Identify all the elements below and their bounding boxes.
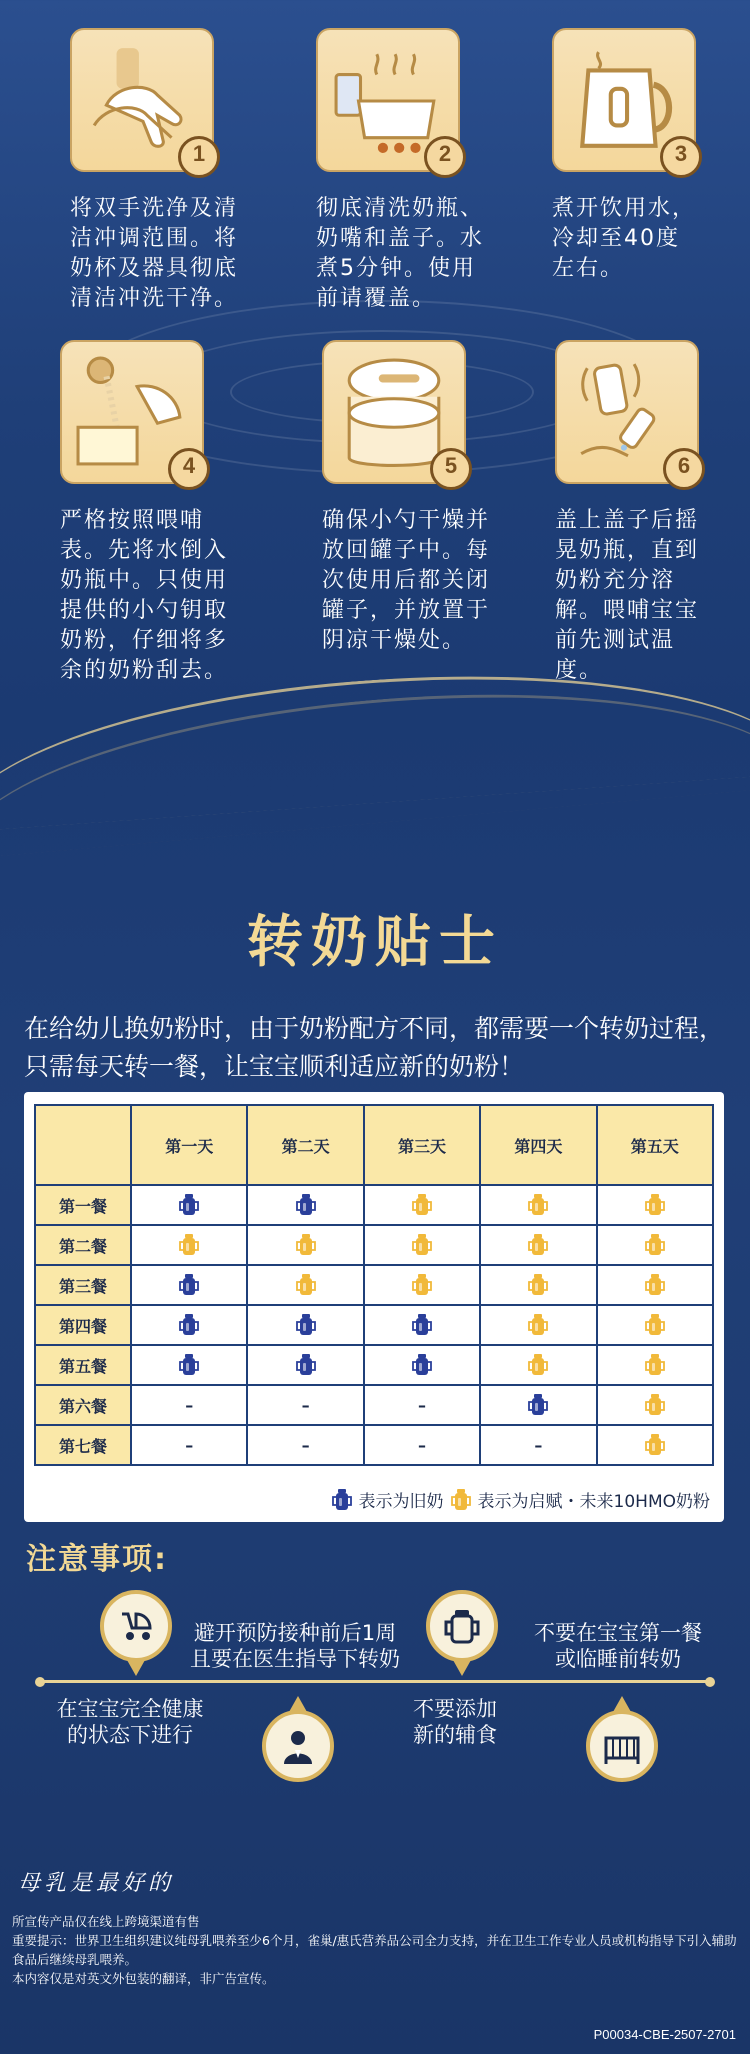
- notice-pin-4: [586, 1710, 658, 1782]
- footnote-line: 本内容仅是对英文外包装的翻译，非广告宣传。: [12, 1971, 275, 1986]
- formula-cell: [131, 1225, 247, 1265]
- formula-cell: [247, 1345, 363, 1385]
- legend-old-label: 表示为旧奶: [358, 1492, 444, 1512]
- brand-slogan: 母乳是最好的: [18, 1871, 175, 1896]
- table-row: [35, 1185, 713, 1225]
- step-description: 盖上盖子后摇晃奶瓶，直到奶粉充分溶解。喂哺宝宝前先测试温度。: [555, 508, 700, 683]
- formula-cell: [131, 1185, 247, 1225]
- new-formula-cup-icon: [644, 1393, 666, 1417]
- formula-cell: [597, 1225, 713, 1265]
- step-illustration-card: [552, 28, 696, 172]
- meal-label: 第五餐: [35, 1345, 131, 1385]
- table-row: [35, 1265, 713, 1305]
- formula-cell: [597, 1265, 713, 1305]
- step-illustration-card: [555, 340, 699, 484]
- step-number-badge: 5: [430, 448, 472, 490]
- old-formula-cup-icon: [295, 1193, 317, 1217]
- formula-cell: [597, 1185, 713, 1225]
- section-title: 转奶贴士: [247, 910, 503, 975]
- timeline-dot: [705, 1677, 715, 1687]
- day-header: 第二天: [247, 1105, 363, 1185]
- new-formula-cup-icon: [295, 1233, 317, 1257]
- day-header: 第三天: [364, 1105, 480, 1185]
- boil-pot-icon: [332, 44, 444, 156]
- notice-text-3: 不要添加 新的辅食: [413, 1697, 497, 1747]
- table-legend: [331, 1487, 710, 1512]
- formula-cell: [597, 1305, 713, 1345]
- formula-cell: [597, 1385, 713, 1425]
- step-description: 彻底清洗奶瓶、奶嘴和盖子。水煮5分钟。使用前请覆盖。: [316, 196, 485, 311]
- prep-step-1: [70, 28, 240, 314]
- formula-cell: [364, 1265, 480, 1305]
- empty-cell-dash: –: [480, 1425, 596, 1465]
- empty-cell-dash: –: [364, 1385, 480, 1425]
- footnote-line: 所宣传产品仅在线上跨境渠道有售: [12, 1914, 200, 1929]
- prep-step-3: [552, 28, 702, 284]
- notice-text-2: 避开预防接种前后1周 且要在医生指导下转奶: [190, 1621, 400, 1671]
- formula-cell: [480, 1185, 596, 1225]
- meal-label: 第四餐: [35, 1305, 131, 1345]
- old-formula-cup-icon: [331, 1488, 353, 1512]
- step-illustration-card: [322, 340, 466, 484]
- formula-cell: [131, 1345, 247, 1385]
- new-formula-cup-icon: [644, 1193, 666, 1217]
- day-header: 第四天: [480, 1105, 596, 1185]
- formula-cell: [597, 1425, 713, 1465]
- formula-cell: [480, 1225, 596, 1265]
- old-formula-cup-icon: [411, 1313, 433, 1337]
- formula-cell: [364, 1225, 480, 1265]
- table-row: [35, 1425, 713, 1465]
- step-number-badge: 2: [424, 136, 466, 178]
- step-description: 严格按照喂哺表。先将水倒入奶瓶中。只使用提供的小勺钥取奶粉，仔细将多余的奶粉刮去。: [60, 508, 229, 683]
- new-formula-cup-icon: [295, 1273, 317, 1297]
- empty-cell-dash: –: [247, 1425, 363, 1465]
- step-number-badge: 4: [168, 448, 210, 490]
- new-formula-cup-icon: [527, 1273, 549, 1297]
- new-formula-cup-icon: [644, 1433, 666, 1457]
- formula-cell: [247, 1265, 363, 1305]
- transition-schedule-table: [34, 1104, 714, 1466]
- table-row: [35, 1305, 713, 1345]
- notice-text-1: 在宝宝完全健康 的状态下进行: [56, 1697, 204, 1747]
- new-formula-cup-icon: [527, 1313, 549, 1337]
- empty-cell-dash: –: [247, 1385, 363, 1425]
- hand-wash-icon: [86, 44, 198, 156]
- old-formula-cup-icon: [178, 1273, 200, 1297]
- new-formula-cup-icon: [644, 1233, 666, 1257]
- doctor-icon: [278, 1726, 318, 1766]
- new-formula-cup-icon: [644, 1273, 666, 1297]
- day-header: 第五天: [597, 1105, 713, 1185]
- stroller-icon: [116, 1606, 156, 1646]
- table-row: [35, 1225, 713, 1265]
- meal-label: 第三餐: [35, 1265, 131, 1305]
- formula-cell: [247, 1305, 363, 1345]
- notice-pin-1: [100, 1590, 172, 1662]
- footnote-line: 重要提示：世界卫生组织建议纯母乳喂养至少6个月，雀巢/惠氏营养品公司全力支持，并在卫生工作专业人员或机构指导下引入辅助食品后继续母乳喂养。: [12, 1933, 737, 1967]
- meal-label: 第一餐: [35, 1185, 131, 1225]
- new-formula-cup-icon: [450, 1488, 472, 1512]
- empty-cell-dash: –: [364, 1425, 480, 1465]
- crib-icon: [602, 1726, 642, 1766]
- formula-cell: [247, 1185, 363, 1225]
- formula-cell: [480, 1385, 596, 1425]
- step-number-badge: 3: [660, 136, 702, 178]
- transition-table-card: [24, 1092, 724, 1522]
- formula-cell: [131, 1305, 247, 1345]
- day-header: 第一天: [131, 1105, 247, 1185]
- formula-cell: [480, 1305, 596, 1345]
- formula-cell: [364, 1305, 480, 1345]
- prep-step-6: [555, 340, 705, 686]
- formula-can-icon: [338, 356, 450, 468]
- new-formula-cup-icon: [644, 1313, 666, 1337]
- new-formula-cup-icon: [411, 1193, 433, 1217]
- old-formula-cup-icon: [527, 1393, 549, 1417]
- meal-label: 第二餐: [35, 1225, 131, 1265]
- table-corner-cell: [35, 1105, 131, 1185]
- footnotes: [12, 1912, 740, 1988]
- document-code: P00034-CBE-2507-2701: [593, 2027, 736, 2042]
- notice-text-4: 不要在宝宝第一餐 或临睡前转奶: [534, 1621, 702, 1671]
- new-formula-cup-icon: [411, 1273, 433, 1297]
- new-formula-cup-icon: [527, 1233, 549, 1257]
- formula-cell: [247, 1225, 363, 1265]
- step-illustration-card: [60, 340, 204, 484]
- formula-cell: [364, 1345, 480, 1385]
- section-intro: 在给幼儿换奶粉时，由于奶粉配方不同，都需要一个转奶过程，只需每天转一餐，让宝宝顺利适应新的奶粉！: [24, 1014, 725, 1081]
- old-formula-cup-icon: [295, 1313, 317, 1337]
- step-description: 煮开饮用水，冷却至40度左右。: [552, 196, 697, 281]
- meal-label: 第六餐: [35, 1385, 131, 1425]
- step-illustration-card: [70, 28, 214, 172]
- new-formula-cup-icon: [644, 1353, 666, 1377]
- notice-timeline: [40, 1680, 710, 1683]
- old-formula-cup-icon: [295, 1353, 317, 1377]
- old-formula-cup-icon: [178, 1353, 200, 1377]
- formula-cell: [131, 1265, 247, 1305]
- new-formula-cup-icon: [411, 1233, 433, 1257]
- table-row: [35, 1345, 713, 1385]
- kettle-icon: [568, 44, 680, 156]
- legend-new-label: 表示为启赋・未来10HMO奶粉: [477, 1492, 710, 1512]
- step-description: 将双手洗净及清洁冲调范围。将奶杯及器具彻底清洁冲洗干净。: [70, 196, 239, 311]
- prep-step-4: [60, 340, 230, 686]
- sippy-cup-icon: [442, 1606, 482, 1646]
- notice-title: 注意事项:: [26, 1542, 168, 1577]
- step-illustration-card: [316, 28, 460, 172]
- new-formula-cup-icon: [178, 1233, 200, 1257]
- meal-label: 第七餐: [35, 1425, 131, 1465]
- notice-pin-2: [262, 1710, 334, 1782]
- old-formula-cup-icon: [411, 1353, 433, 1377]
- empty-cell-dash: –: [131, 1385, 247, 1425]
- empty-cell-dash: –: [131, 1425, 247, 1465]
- formula-cell: [597, 1345, 713, 1385]
- table-row: [35, 1385, 713, 1425]
- notice-pin-3: [426, 1590, 498, 1662]
- formula-cell: [364, 1185, 480, 1225]
- formula-cell: [480, 1265, 596, 1305]
- new-formula-cup-icon: [527, 1353, 549, 1377]
- timeline-dot: [35, 1677, 45, 1687]
- prep-step-2: [316, 28, 486, 314]
- step-number-badge: 1: [178, 136, 220, 178]
- shake-bottle-icon: [571, 356, 683, 468]
- table-header-row: [35, 1105, 713, 1185]
- prep-step-5: [322, 340, 492, 656]
- new-formula-cup-icon: [527, 1193, 549, 1217]
- scoop-powder-icon: [76, 356, 188, 468]
- step-number-badge: 6: [663, 448, 705, 490]
- formula-cell: [480, 1345, 596, 1385]
- step-description: 确保小勺干燥并放回罐子中。每次使用后都关闭罐子，并放置于阴凉干燥处。: [322, 508, 491, 653]
- old-formula-cup-icon: [178, 1313, 200, 1337]
- old-formula-cup-icon: [178, 1193, 200, 1217]
